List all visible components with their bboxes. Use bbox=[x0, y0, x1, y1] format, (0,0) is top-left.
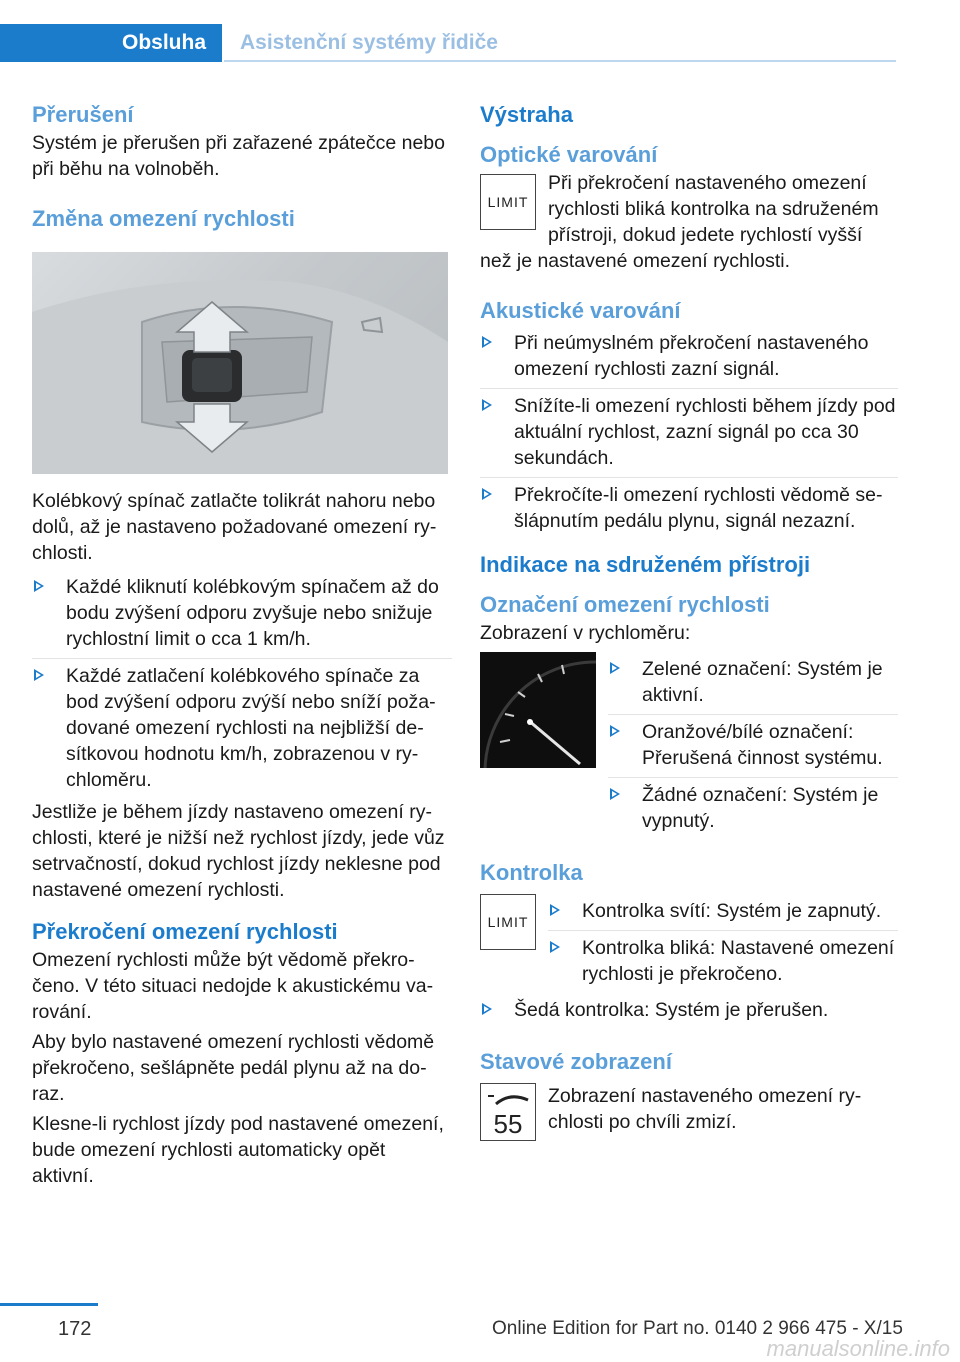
triangle-bullet-icon bbox=[34, 669, 44, 681]
section-title-exceed-limit: Překročení omezení rychlosti bbox=[32, 919, 338, 944]
list-item: Každé kliknutí kolébkovým spínačem až do bodu zvýšení odporu zvyšuje nebo snižuje rychlostní limit o cca 1 km/h. bbox=[32, 570, 452, 652]
speedometer-text: Zobrazení v rychloměru: bbox=[480, 622, 691, 644]
header-tabs bbox=[0, 0, 960, 62]
triangle-bullet-icon bbox=[482, 336, 492, 348]
speed-arc-icon bbox=[486, 1090, 530, 1110]
limit-indicator-icon: LIMIT bbox=[480, 174, 536, 230]
optical-warning-text: Při překročení nastaveného omezení rychlosti bliká kontrolka na sdruženém přístroji, dokud jedete rychlostí vyšší než je nastavené omezení rychlosti. bbox=[480, 172, 879, 272]
exceed-text-1: Omezení rychlosti může být vědomě překročeno. V této situaci nedojde k akustickému varování. bbox=[32, 949, 434, 1023]
watermark: manualsonline.info bbox=[766, 1336, 950, 1361]
rocker-switch-illustration bbox=[32, 252, 448, 474]
marker-bullets bbox=[608, 652, 898, 840]
change-limit-bullets bbox=[32, 570, 452, 793]
page-number: 172 bbox=[58, 1318, 92, 1340]
exceed-text-2: Aby bylo nastavené omezení rychlosti vědomě překročeno, sešlápněte pedál plynu až na doraz. bbox=[32, 1031, 435, 1105]
footer-accent-line bbox=[0, 1303, 98, 1306]
coasting-text: Jestliže je během jízdy nastaveno omezení rychlosti, které je nižší než rychlost jízdy, jede vůz setrvačností, dokud rychlost jízdy neklesne pod nastavené omezení rychlosti. bbox=[32, 801, 445, 901]
tab-underline bbox=[224, 60, 896, 62]
tab-assistance-systems[interactable]: Asistenční systémy řidiče bbox=[240, 31, 498, 54]
section-title-status-display: Stavové zobrazení bbox=[480, 1049, 672, 1074]
speedometer-image bbox=[480, 652, 596, 768]
steering-wheel-rocker-image bbox=[32, 252, 448, 474]
indicator-bullets-extra bbox=[480, 993, 898, 1023]
list-item: Překročíte-li omezení rychlosti vědomě sešlápnutím pedálu plynu, signál nezazní. bbox=[480, 477, 898, 534]
section-title-acoustic-warning: Akustické varování bbox=[480, 298, 681, 323]
list-item: Snížíte-li omezení rychlosti během jízdy pod aktuální rychlost, zazní signál po cca 30 sekundách. bbox=[480, 388, 898, 471]
triangle-bullet-icon bbox=[482, 399, 492, 411]
triangle-bullet-icon bbox=[482, 1003, 492, 1015]
list-item: Každé zatlačení kolébkového spínače za bod zvýšení odporu zvýší nebo sníží požadované omezení rychlosti na nejbližší desítkovou hodnotu km/h, zobrazenou v rychloměru. bbox=[32, 658, 452, 793]
triangle-bullet-icon bbox=[34, 580, 44, 592]
list-item: Kontrolka svítí: Systém je zapnutý. bbox=[548, 894, 898, 924]
section-title-limit-marker: Označení omezení rychlosti bbox=[480, 592, 770, 617]
triangle-bullet-icon bbox=[550, 904, 560, 916]
list-item: Při neúmyslném překročení nastaveného omezení rychlosti zazní signál. bbox=[480, 326, 898, 382]
section-title-indicator-light: Kontrolka bbox=[480, 860, 583, 885]
triangle-bullet-icon bbox=[482, 488, 492, 500]
list-item: Kontrolka bliká: Nastavené omezení rychlosti je překročeno. bbox=[548, 930, 898, 987]
exceed-text-3: Klesne-li rychlost jízdy pod nastavené omezení, bude omezení rychlosti automaticky opět aktivní. bbox=[32, 1113, 444, 1187]
interruption-text: Systém je přerušen při zařazené zpátečce nebo při běhu na volnoběh. bbox=[32, 132, 445, 180]
section-title-cluster-display: Indikace na sdruženém přístroji bbox=[480, 552, 811, 577]
section-title-interruption: Přerušení bbox=[32, 102, 134, 127]
status-display-text: Zobrazení nastaveného omezení rychlosti po chvíli zmizí. bbox=[548, 1085, 862, 1133]
acoustic-bullets bbox=[480, 326, 898, 534]
indicator-bullets bbox=[548, 894, 898, 993]
section-title-change-limit: Změna omezení rychlosti bbox=[32, 206, 295, 231]
section-title-warning: Výstraha bbox=[480, 102, 573, 127]
list-item: Oranžové/bílé označení: Přerušená činnost systému. bbox=[608, 714, 898, 771]
triangle-bullet-icon bbox=[610, 662, 620, 674]
triangle-bullet-icon bbox=[610, 788, 620, 800]
speedometer-needle-illustration bbox=[480, 652, 596, 768]
list-item: Žádné označení: Systém je vypnutý. bbox=[608, 777, 898, 834]
triangle-bullet-icon bbox=[610, 725, 620, 737]
tab-obsluha[interactable]: Obsluha bbox=[0, 24, 222, 62]
limit-indicator-icon: LIMIT bbox=[480, 894, 536, 950]
triangle-bullet-icon bbox=[550, 941, 560, 953]
change-limit-text: Kolébkový spínač zatlačte tolikrát nahoru nebo dolů, až je nastaveno požadované omezení rychlosti. bbox=[32, 490, 437, 564]
left-column bbox=[32, 100, 452, 1193]
right-column bbox=[480, 100, 898, 1141]
list-item: Šedá kontrolka: Systém je přerušen. bbox=[480, 993, 898, 1023]
status-limit-icon: 55 bbox=[480, 1083, 536, 1141]
edition-text: Online Edition for Part no. 0140 2 966 475 - X/15 bbox=[492, 1318, 903, 1339]
list-item: Zelené označení: Systém je aktivní. bbox=[608, 652, 898, 708]
section-title-optical-warning: Optické varování bbox=[480, 142, 658, 167]
